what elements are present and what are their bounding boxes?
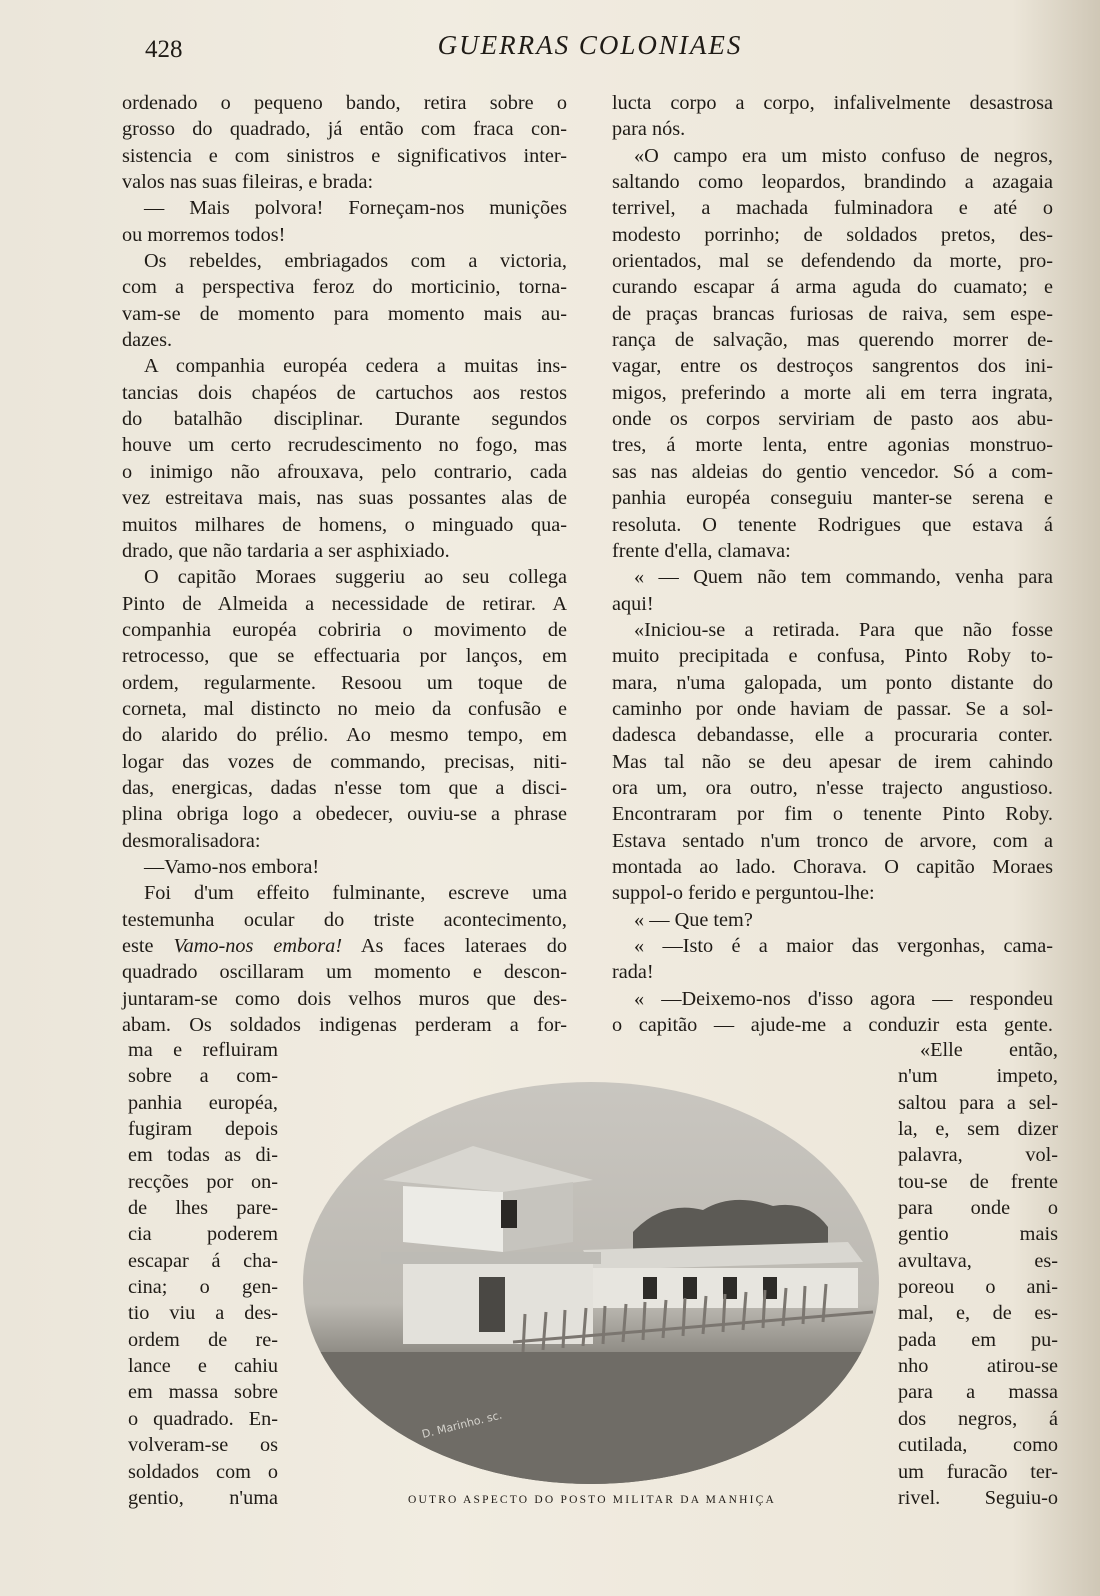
text-line: rança de salvação, mas querendo morrer de- (612, 329, 1053, 352)
text-line: sobre a com- (128, 1065, 278, 1088)
text-line: sas nas aldeias do gentio vencedor. Só a com- (612, 460, 1053, 483)
text-line: « — Que tem? (634, 908, 753, 931)
text-line: abam. Os soldados indigenas perderam a for- (122, 1014, 567, 1037)
text-line: resoluta. O tenente Rodrigues que estava á (612, 513, 1053, 536)
text-line: desmoralisadora: (122, 829, 261, 852)
text-line: vagar, entre os destroços sangrentos dos ini- (612, 355, 1053, 378)
text-line: de lhes pare- (128, 1197, 278, 1220)
text-line: das, energicas, dadas n'esse tom que a disci- (122, 776, 567, 799)
text-line: gentio, n'uma (128, 1486, 278, 1509)
text-line: juntaram-se como dois velhos muros que des- (122, 987, 567, 1010)
text-line: Mas tal não se deu apesar de irem cahindo (612, 750, 1053, 773)
text-line: pada em pu- (898, 1328, 1058, 1351)
text-segment: este (122, 935, 174, 957)
text-line: dadesca debandasse, elle a procuraria conter. (612, 724, 1053, 747)
text-line: mal, e, de es- (898, 1302, 1058, 1325)
text-line: rada! (612, 961, 654, 984)
text-line: muito precipitada e confusa, Pinto Roby to- (612, 645, 1053, 668)
ground (303, 1352, 879, 1484)
text-segment: As faces lateraes do (342, 935, 567, 957)
text-line: o inimigo não afrouxava, pelo contrario, cada (122, 460, 567, 483)
text-line: gentio mais (898, 1223, 1058, 1246)
text-line: drado, que não tardaria a ser asphixiado. (122, 539, 450, 562)
text-line: frente d'ella, clamava: (612, 539, 791, 562)
text-line: companhia européa cobriria o movimento de (122, 618, 567, 641)
text-line: — Mais polvora! Forneçam-nos munições (144, 197, 567, 220)
left-wrap-text (128, 1037, 278, 1511)
text-line: palavra, vol- (898, 1144, 1058, 1167)
text-line: «Iniciou-se a retirada. Para que não fosse (634, 618, 1053, 641)
text-line: tancias dois chapéos de cartuchos aos restos (122, 381, 567, 404)
text-line: para onde o (898, 1197, 1058, 1220)
italic-phrase: Vamo-nos embora! (173, 935, 343, 957)
text-line: onde os corpos serviriam de pasto aos abu- (612, 408, 1053, 431)
text-line: —Vamo-nos embora! (144, 855, 320, 878)
running-header (0, 28, 1100, 68)
text-line: logar das vozes de commando, precisas, niti- (122, 750, 567, 773)
text-line: cutilada, como (898, 1434, 1058, 1457)
text-line: nho atirou-se (898, 1355, 1058, 1378)
text-line: lance e cahiu (128, 1355, 278, 1378)
text-line: um furacão ter- (898, 1460, 1058, 1483)
text-line: o quadrado. En- (128, 1407, 278, 1430)
text-line: valos nas suas fileiras, e brada: (122, 171, 374, 194)
text-line: ordenado o pequeno bando, retira sobre o (122, 92, 567, 114)
text-line: «O campo era um misto confuso de negros, (634, 144, 1053, 167)
text-line: montada ao lado. Chorava. O capitão Moraes (612, 855, 1053, 878)
text-line: do alarido do prélio. Ao mesmo tempo, em (122, 724, 567, 747)
tower-window (501, 1200, 517, 1228)
text-line: grosso do quadrado, já então com fraca con- (122, 118, 567, 141)
text-line: caminho por onde haviam de passar. Se a sol- (612, 697, 1053, 720)
running-title: GUERRAS COLONIAES (437, 30, 743, 60)
text-line: recções por on- (128, 1170, 278, 1193)
text-line: modesto porrinho; de soldados pretos, des- (612, 223, 1053, 246)
text-line: saltou para a sel- (898, 1091, 1058, 1114)
text-line: de praças brancas furiosas de raiva, sem espe- (612, 302, 1053, 325)
veranda-roof (381, 1252, 601, 1264)
text-line: plina obriga logo a obedecer, ouviu-se a phrase (122, 803, 567, 826)
text-line: rivel. Seguiu-o (898, 1486, 1058, 1509)
photo-illustration (303, 1082, 879, 1484)
text-line: «Elle então, (920, 1039, 1058, 1061)
text-line: A companhia européa cedera a muitas ins- (144, 355, 567, 378)
text-line: quadrado oscillaram um momento e descon- (122, 961, 567, 984)
text-line: « —Deixemo-nos d'isso agora — respondeu (634, 987, 1053, 1010)
text-line: volveram-se os (128, 1434, 278, 1457)
text-line: tres, á morte lenta, entre agonias monstruo- (612, 434, 1053, 457)
doorway (479, 1277, 505, 1332)
text-line: ma e refluiram (128, 1039, 278, 1061)
text-line: terrivel, a machada fulminadora e até o (612, 197, 1053, 220)
text-line: la, e, sem dizer (898, 1118, 1058, 1141)
text-line: vam-se de momento para momento mais au- (122, 302, 567, 325)
text-line: dazes. (122, 329, 173, 352)
figure-caption: OUTRO ASPECTO DO POSTO MILITAR DA MANHIÇA (407, 1494, 777, 1506)
text-line: mara, n'uma galopada, um ponto distante do (612, 671, 1053, 694)
text-line: Foi d'um effeito fulminante, escreve uma (144, 882, 567, 905)
text-line: corneta, mal distincto no meio da confusão e (122, 697, 567, 720)
text-line: houve um certo recrudescimento no fogo, mas (122, 434, 567, 457)
text-line: lucta corpo a corpo, infalivelmente desastrosa (612, 92, 1053, 114)
text-line: cina; o gen- (128, 1276, 278, 1299)
text-line: soldados com o (128, 1460, 278, 1483)
tower-front (403, 1186, 503, 1252)
shed-roof (583, 1242, 863, 1270)
text-line: ordem de re- (128, 1328, 278, 1351)
shed-window (643, 1277, 657, 1299)
text-line: Os rebeldes, embriagados com a victoria, (144, 250, 567, 273)
text-line: vez estreitava mais, nas suas possantes alas de (122, 487, 567, 510)
text-line: panhia européa conseguiu manter-se serena e (612, 487, 1053, 510)
text-line: aqui! (612, 592, 654, 615)
text-line: em todas as di- (128, 1144, 278, 1167)
text-line: testemunha ocular do triste acontecimento, (122, 908, 567, 931)
text-line: « —Isto é a maior das vergonhas, cama- (634, 935, 1053, 957)
text-line: panhia européa, (128, 1091, 278, 1114)
text-line: suppol-o ferido e perguntou-lhe: (612, 882, 875, 905)
text-line: fugiram depois (128, 1118, 278, 1141)
text-line: n'um impeto, (898, 1065, 1058, 1088)
text-line: tio viu a des- (128, 1302, 278, 1325)
text-line: curando escapar á arma aguda do cuamato; e (612, 276, 1053, 299)
text-line: saltando como leopardos, brandindo a azagaia (612, 171, 1053, 194)
right-column (612, 90, 1053, 1038)
text-line (122, 933, 567, 959)
text-line: Estava sentado n'um tronco de arvore, com a (612, 829, 1053, 852)
engraver-signature: D. Marinho. sc. (420, 1408, 504, 1441)
text-line: para nós. (612, 118, 686, 141)
text-line: migos, preferindo a morte ali em terra ingrata, (612, 381, 1053, 404)
text-line: « — Quem não tem commando, venha para (634, 566, 1053, 589)
text-line: ordem, regularmente. Resoou um toque de (122, 671, 567, 694)
text-line: o capitão — ajude-me a conduzir esta gente. (612, 1014, 1053, 1037)
text-line: em massa sobre (128, 1381, 278, 1404)
text-line: ou morremos todos! (122, 223, 286, 246)
left-column (122, 90, 567, 1038)
text-line: do batalhão disciplinar. Durante segundos (122, 408, 567, 431)
text-line: muitos milhares de homens, o minguado qua- (122, 513, 567, 536)
text-line: Encontraram por fim o tenente Pinto Roby. (612, 803, 1053, 826)
text-line: tou-se de frente (898, 1170, 1058, 1193)
text-line: orientados, mal se defendendo da morte, pro- (612, 250, 1053, 273)
text-line: O capitão Moraes suggeriu ao seu collega (144, 566, 567, 589)
text-line: ora um, ora outro, n'esse trajecto angustioso. (612, 776, 1053, 799)
right-wrap-text (898, 1037, 1058, 1511)
page-number: 428 (145, 36, 183, 63)
text-line: dos negros, á (898, 1407, 1058, 1430)
text-line: escapar á cha- (128, 1249, 278, 1272)
text-line: Pinto de Almeida a necessidade de retirar. A (122, 592, 567, 615)
text-line: para a massa (898, 1381, 1058, 1404)
shed-window (683, 1277, 697, 1299)
text-line: cia poderem (128, 1223, 278, 1246)
text-line: com a perspectiva feroz do morticinio, torna- (122, 276, 567, 299)
text-line: sistencia e com sinistros e significativos inter- (122, 144, 567, 167)
military-post-photo (303, 1082, 879, 1484)
text-line: poreou o ani- (898, 1276, 1058, 1299)
text-line: avultava, es- (898, 1249, 1058, 1272)
text-line: retrocesso, que se effectuaria por lanços, em (122, 645, 567, 668)
